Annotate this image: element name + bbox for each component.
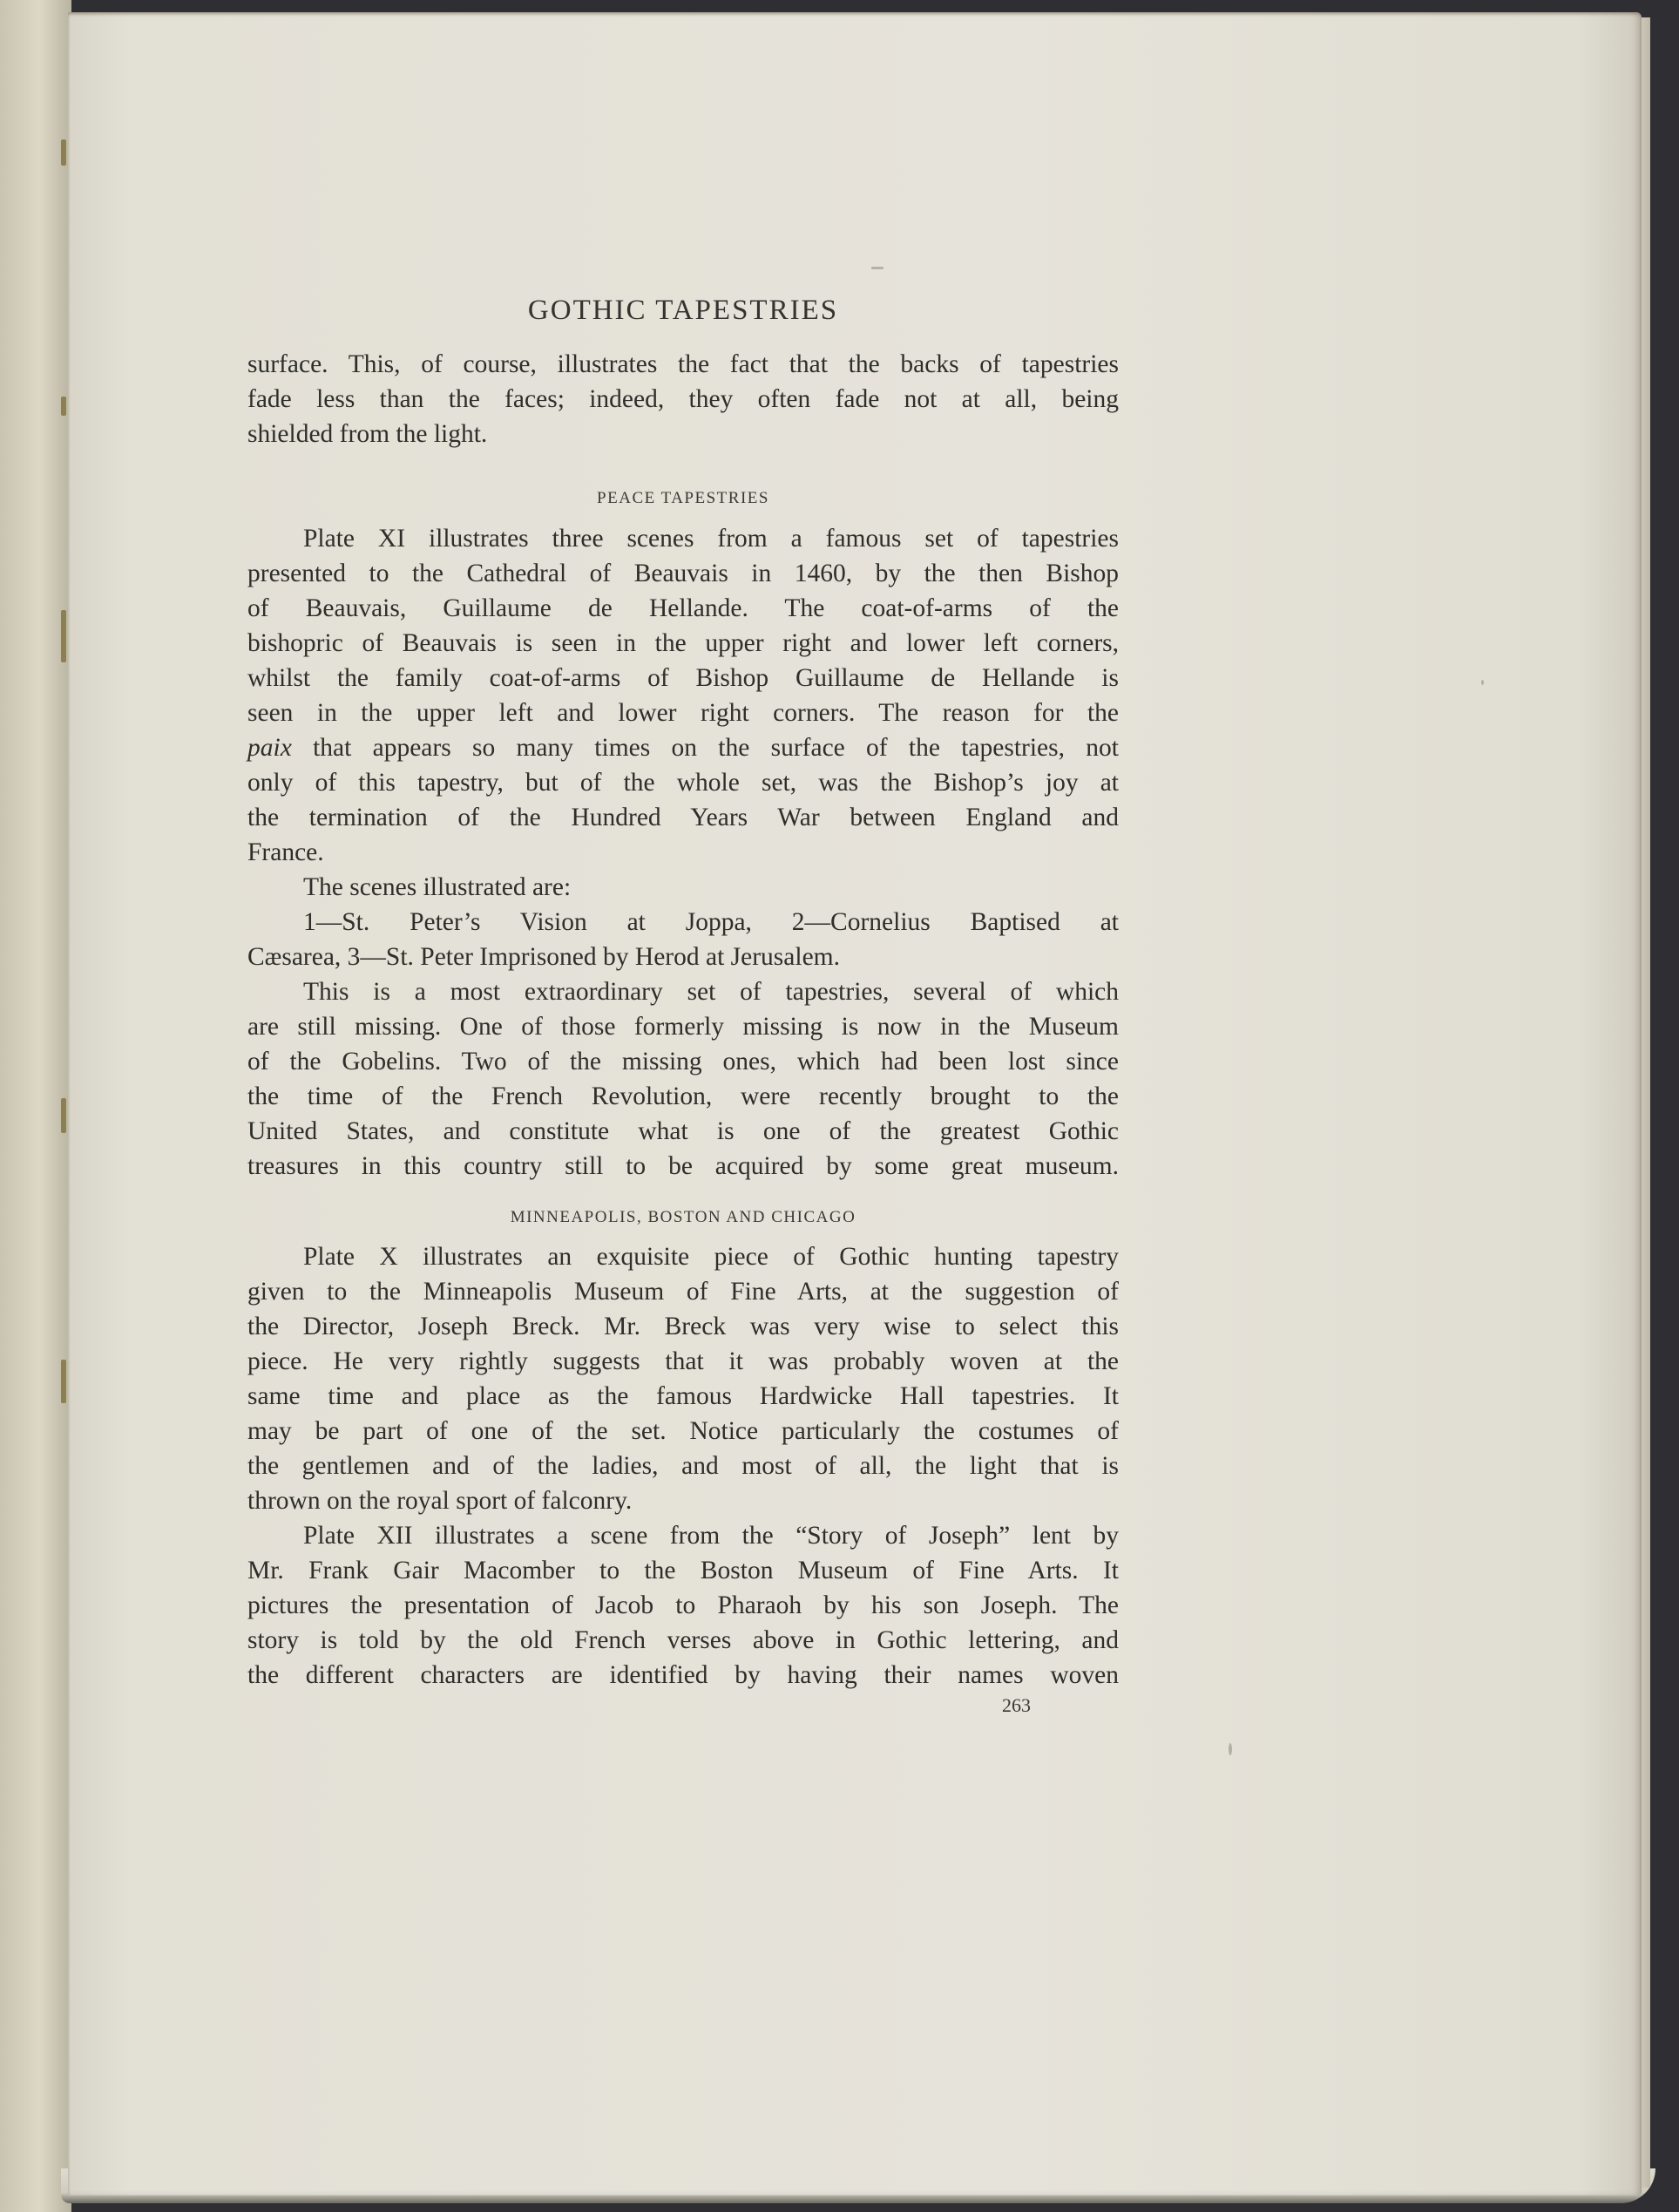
- binding-mark: [61, 1360, 66, 1403]
- page-number: 263: [1002, 1694, 1031, 1716]
- paragraph: [247, 905, 1119, 974]
- text-line: paix that appears so many times on the surface of the tapestries, not: [247, 734, 1119, 762]
- text-line: of Beauvais, Guillaume de Hellande. The coat-of-arms of the: [247, 594, 1119, 622]
- text-line: thrown on the royal sport of falconry.: [247, 1487, 633, 1515]
- text-line: the Director, Joseph Breck. Mr. Breck was very wise to select this: [247, 1313, 1119, 1340]
- text-line: seen in the upper left and lower right corners. The reason for the: [247, 699, 1119, 727]
- text-line: only of this tapestry, but of the whole set, was the Bishop’s joy at: [247, 769, 1119, 797]
- text-line: pictures the presentation of Jacob to Pharaoh by his son Joseph. The: [247, 1591, 1119, 1619]
- text-line: of the Gobelins. Two of the missing ones, which had been lost since: [247, 1048, 1119, 1075]
- text-line: may be part of one of the set. Notice particularly the costumes of: [247, 1417, 1119, 1445]
- paragraph: [247, 347, 1119, 451]
- text-line: United States, and constitute what is one of the greatest Gothic: [247, 1117, 1119, 1145]
- text-line: given to the Minneapolis Museum of Fine Arts, at the suggestion of: [247, 1278, 1119, 1306]
- text-line: presented to the Cathedral of Beauvais in 1460, by the then Bishop: [247, 560, 1119, 587]
- text-line: This is a most extraordinary set of tapestries, several of which: [303, 978, 1119, 1006]
- text-line: Plate XII illustrates a scene from the “Story of Joseph” lent by: [303, 1522, 1119, 1550]
- text-line: whilst the family coat-of-arms of Bishop Guillaume de Hellande is: [247, 664, 1119, 692]
- text-line: The scenes illustrated are:: [303, 873, 572, 901]
- binding-mark: [61, 139, 66, 166]
- section-heading: MINNEAPOLIS, BOSTON AND CHICAGO: [510, 1208, 856, 1226]
- text-line: 1—St. Peter’s Vision at Joppa, 2—Cornelius Baptised at: [303, 908, 1119, 936]
- paper-speck: [1481, 680, 1484, 685]
- paragraph: [247, 974, 1119, 1184]
- text-line: shielded from the light.: [247, 420, 488, 448]
- text-line: Mr. Frank Gair Macomber to the Boston Museum of Fine Arts. It: [247, 1557, 1119, 1584]
- text-line: story is told by the old French verses above in Gothic lettering, and: [247, 1626, 1119, 1654]
- text-line: treasures in this country still to be acquired by some great museum.: [247, 1152, 1119, 1180]
- text-line: fade less than the faces; indeed, they often fade not at all, being: [247, 385, 1119, 413]
- running-head: GOTHIC TAPESTRIES: [527, 295, 839, 326]
- text-line: France.: [247, 838, 324, 866]
- text-line: Plate XI illustrates three scenes from a famous set of tapestries: [303, 525, 1119, 553]
- text-line: the time of the French Revolution, were recently brought to the: [247, 1082, 1119, 1110]
- text-line: piece. He very rightly suggests that it was probably woven at the: [247, 1347, 1119, 1375]
- text-line: are still missing. One of those formerly missing is now in the Museum: [247, 1013, 1119, 1041]
- text-line: Plate X illustrates an exquisite piece of Gothic hunting tapestry: [303, 1243, 1119, 1271]
- text-line: the different characters are identified by having their names woven: [247, 1661, 1119, 1689]
- paragraph: [247, 1518, 1119, 1693]
- text-line: the termination of the Hundred Years War between England and: [247, 804, 1119, 831]
- text-line: surface. This, of course, illustrates the fact that the backs of tapestries: [247, 350, 1119, 378]
- text-line: bishopric of Beauvais is seen in the upper right and lower left corners,: [247, 629, 1119, 657]
- text-line: the gentlemen and of the ladies, and most of all, the light that is: [247, 1452, 1119, 1480]
- paragraph: [247, 1239, 1119, 1518]
- binding-mark: [61, 1098, 66, 1133]
- text-line: same time and place as the famous Hardwicke Hall tapestries. It: [247, 1382, 1119, 1410]
- paragraph: [247, 521, 1119, 870]
- paragraph: [247, 870, 1119, 905]
- binding-mark: [61, 610, 66, 662]
- binding-mark: [61, 397, 66, 416]
- paper-speck: [1229, 1743, 1232, 1755]
- text-line: Cæsarea, 3—St. Peter Imprisoned by Herod at Jerusalem.: [247, 943, 840, 971]
- paper-speck: [871, 267, 884, 269]
- section-heading: PEACE TAPESTRIES: [597, 489, 769, 507]
